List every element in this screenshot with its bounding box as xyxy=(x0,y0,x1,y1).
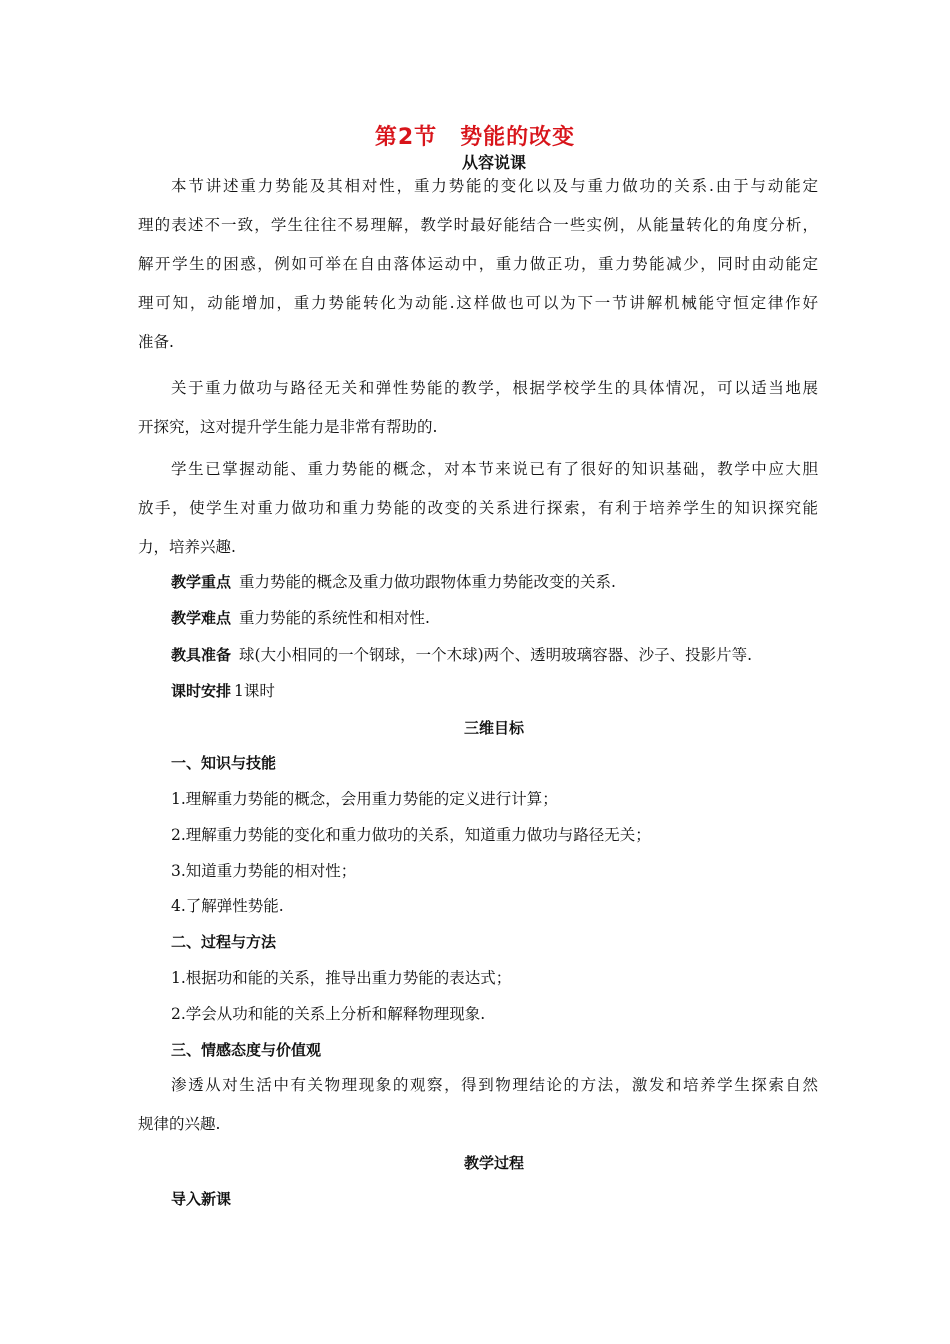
objective-item: 1.理解重力势能的概念，会用重力势能的定义进行计算； xyxy=(171,790,558,808)
paragraph-line: 解开学生的困惑，例如可举在自由落体运动中，重力做正功，重力势能减少，同时由动能定 xyxy=(138,255,818,273)
schedule-text: 1课时 xyxy=(234,682,275,700)
section-process-heading: 二、过程与方法 xyxy=(171,933,277,951)
paragraph-line: 准备. xyxy=(138,333,174,351)
paragraph-line: 开探究，这对提升学生能力是非常有帮助的. xyxy=(138,418,438,436)
schedule-label: 课时安排 xyxy=(171,682,232,700)
difficulty-text: 重力势能的系统性和相对性. xyxy=(239,609,430,627)
key-point-row xyxy=(171,570,821,594)
paragraph-exploration xyxy=(138,369,818,447)
key-point-label: 教学重点 xyxy=(171,573,232,591)
objectives-heading: 三维目标 xyxy=(463,719,524,737)
process-heading: 教学过程 xyxy=(463,1154,524,1172)
materials-label: 教具准备 xyxy=(171,646,232,664)
objective-item: 4.了解弹性势能. xyxy=(171,897,284,915)
section-knowledge-heading: 一、知识与技能 xyxy=(171,754,277,772)
paragraph-intro xyxy=(138,167,818,362)
paragraph-line: 力，培养兴趣. xyxy=(138,538,236,556)
page-subtitle: 从容说课 xyxy=(461,153,526,172)
materials-row xyxy=(171,643,821,667)
key-point-text: 重力势能的概念及重力做功跟物体重力势能改变的关系. xyxy=(239,573,616,591)
paragraph-line: 学生已掌握动能、重力势能的概念，对本节来说已有了很好的知识基础，教学中应大胆 xyxy=(171,460,818,478)
schedule-row xyxy=(171,679,821,703)
paragraph-line: 放手，使学生对重力做功和重力势能的改变的关系进行探索，有利于培养学生的知识探究能 xyxy=(138,499,818,517)
paragraph-attitude xyxy=(138,1066,818,1144)
page-title: 第2节 势能的改变 xyxy=(374,125,576,150)
objective-item: 1.根据功和能的关系，推导出重力势能的表达式； xyxy=(171,969,512,987)
paragraph-line: 关于重力做功与路径无关和弹性势能的教学，根据学校学生的具体情况，可以适当地展 xyxy=(171,379,818,397)
objective-item: 2.学会从功和能的关系上分析和解释物理现象. xyxy=(171,1005,486,1023)
paragraph-line: 本节讲述重力势能及其相对性，重力势能的变化以及与重力做功的关系.由于与动能定 xyxy=(171,177,818,195)
intro-heading: 导入新课 xyxy=(171,1190,232,1208)
objective-item: 3.知道重力势能的相对性； xyxy=(171,862,357,880)
paragraph-students xyxy=(138,450,818,567)
paragraph-line: 理可知，动能增加，重力势能转化为动能.这样做也可以为下一节讲解机械能守恒定律作好 xyxy=(138,294,818,312)
paragraph-line: 渗透从对生活中有关物理现象的观察，得到物理结论的方法，激发和培养学生探索自然 xyxy=(171,1076,818,1094)
difficulty-row xyxy=(171,606,821,630)
paragraph-line: 规律的兴趣. xyxy=(138,1115,221,1133)
materials-text: 球(大小相同的一个钢球，一个木球)两个、透明玻璃容器、沙子、投影片等. xyxy=(239,646,753,664)
difficulty-label: 教学难点 xyxy=(171,609,232,627)
section-attitude-heading: 三、情感态度与价值观 xyxy=(171,1041,322,1059)
paragraph-line: 理的表述不一致，学生往往不易理解，教学时最好能结合一些实例，从能量转化的角度分析， xyxy=(138,216,818,234)
objective-item: 2.理解重力势能的变化和重力做功的关系，知道重力做功与路径无关； xyxy=(171,826,651,844)
